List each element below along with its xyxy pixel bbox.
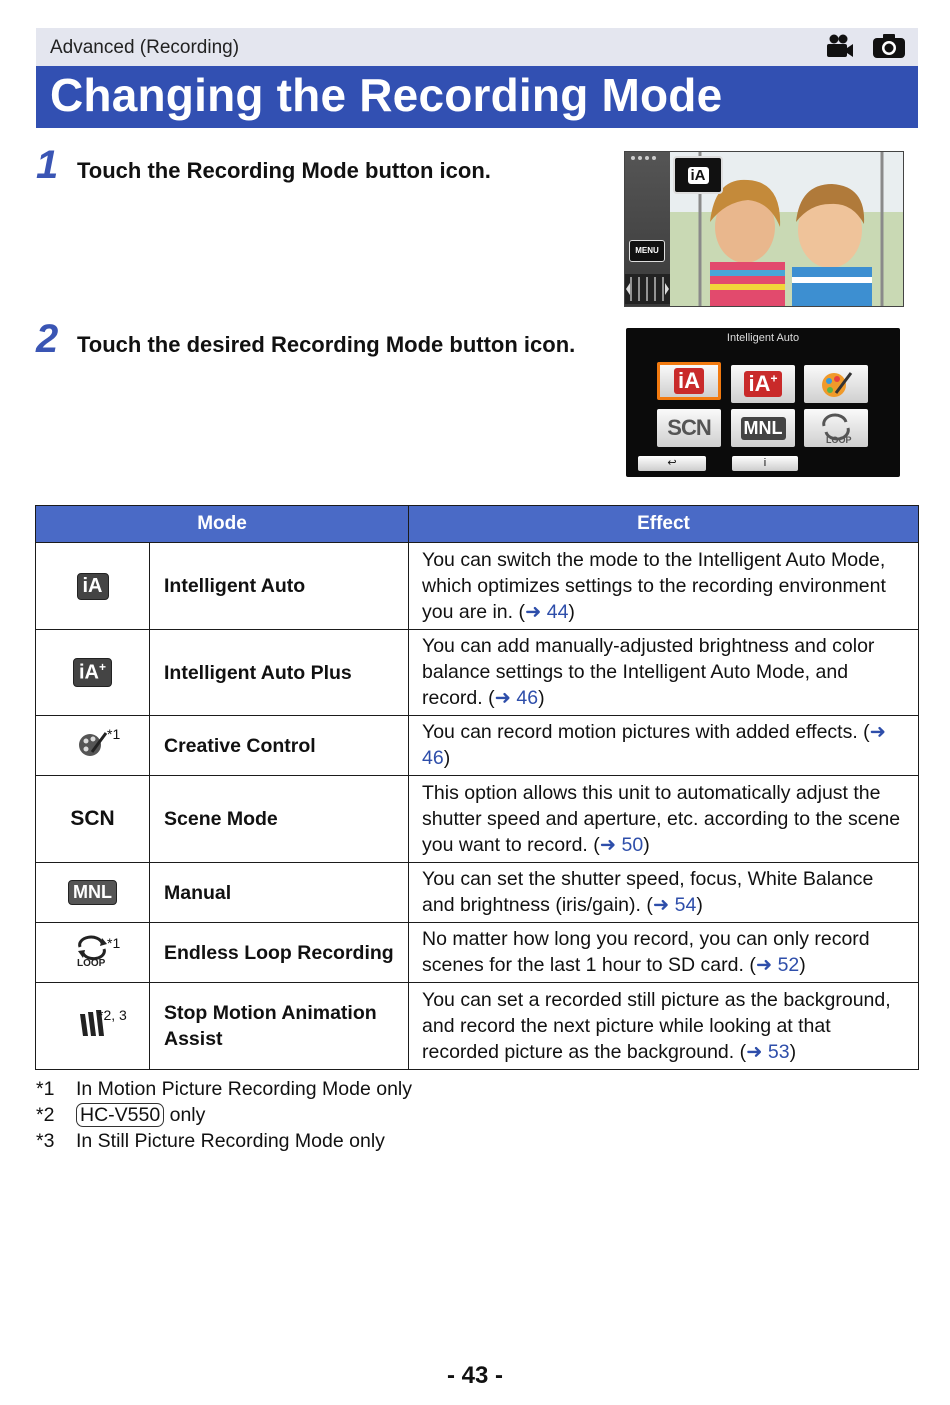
video-camera-icon xyxy=(824,33,854,59)
step-2-number: 2 xyxy=(36,317,59,361)
footnote xyxy=(36,1128,412,1154)
intelligent-auto-icon: iA xyxy=(36,543,150,630)
screen-side-panel xyxy=(625,152,670,306)
table-row xyxy=(36,923,919,983)
mode-effect: This option allows this unit to automatically adjust the shutter speed and aperture, etc. according to the scene you want to record. (➜ 50) xyxy=(409,776,919,863)
mode-effect: You can record motion pictures with added effects. (➜ 46) xyxy=(409,716,919,776)
recording-mode-button: iA xyxy=(673,156,723,194)
footnote-text: only xyxy=(164,1104,206,1126)
menu-caption: Intelligent Auto xyxy=(726,332,800,344)
step-1-text: Touch the Recording Mode button icon. xyxy=(77,158,491,183)
recording-mode-table xyxy=(35,505,919,1070)
page-ref-link[interactable]: ➜ 53 xyxy=(746,1040,790,1063)
table-row xyxy=(36,543,919,630)
mode-name: Intelligent Auto xyxy=(150,543,409,630)
back-button: ↩ xyxy=(638,456,706,471)
intelligent-auto-plus-icon: iA+ xyxy=(36,630,150,716)
footnote-mark: *1 xyxy=(36,1078,55,1100)
mode-header: Mode xyxy=(36,506,409,543)
footnote-mark: *3 xyxy=(36,1130,55,1152)
creative-tile xyxy=(804,365,868,403)
footnote-marker: *1 xyxy=(107,726,121,742)
footnote-marker: *2, 3 xyxy=(98,1007,127,1023)
section-header-bar xyxy=(36,28,918,66)
table-row xyxy=(36,630,919,716)
footnote-text: In Still Picture Recording Mode only xyxy=(76,1130,385,1152)
mode-icons xyxy=(824,33,906,59)
footnote xyxy=(36,1102,412,1128)
dots-icon xyxy=(630,155,664,161)
page-ref-link[interactable]: ➜ 46 xyxy=(422,721,887,769)
table-row xyxy=(36,863,919,923)
mode-name: Endless Loop Recording xyxy=(150,923,409,983)
mode-name: Intelligent Auto Plus xyxy=(150,630,409,716)
step-2-text: Touch the desired Recording Mode button icon. xyxy=(77,332,576,357)
scn-tile: SCN xyxy=(657,409,721,447)
table-row xyxy=(36,716,919,776)
ia-tile: iA xyxy=(657,362,721,400)
mode-name: Creative Control xyxy=(150,716,409,776)
mode-effect: You can switch the mode to the Intelligent Auto Mode, which optimizes settings to the recording environment you are in. (➜ 44) xyxy=(409,543,919,630)
mode-effect: You can set the shutter speed, focus, White Balance and brightness (iris/gain). (➜ 54) xyxy=(409,863,919,923)
info-button: i xyxy=(732,456,798,471)
page-ref-link[interactable]: ➜ 44 xyxy=(524,600,569,623)
page-ref-link[interactable]: ➜ 52 xyxy=(755,954,800,976)
mode-effect: You can set a recorded still picture as the background, and record the next picture while looking at that recorded picture as the background. (➜ 53) xyxy=(409,983,919,1070)
footnote-mark: *2 xyxy=(36,1104,55,1126)
still-camera-icon xyxy=(872,33,906,59)
stop-motion-icon xyxy=(36,983,150,1070)
ia-plus-tile: iA+ xyxy=(731,365,795,403)
table-row xyxy=(36,776,919,863)
footnote-marker: *1 xyxy=(107,935,121,951)
scene-mode-icon: SCN xyxy=(36,776,150,863)
page-number: - 43 - xyxy=(446,1362,503,1389)
screenshot-mode-menu xyxy=(626,328,900,477)
svg-text:LOOP: LOOP xyxy=(826,435,852,444)
page-ref-link[interactable]: ➜ 50 xyxy=(599,833,644,856)
title-bar xyxy=(36,66,918,128)
step-1-number: 1 xyxy=(36,143,59,187)
svg-text:LOOP: LOOP xyxy=(76,957,105,967)
mode-name: Stop Motion Animation Assist xyxy=(150,983,409,1070)
mode-effect: You can add manually-adjusted brightness and color balance settings to the Intelligent Auto Mode, and record. (➜ 46) xyxy=(409,630,919,716)
footnotes xyxy=(36,1076,412,1154)
creative-control-icon xyxy=(36,716,150,776)
mnl-tile: MNL xyxy=(731,409,795,447)
footnote-text: In Motion Picture Recording Mode only xyxy=(76,1078,413,1100)
screenshot-record-screen xyxy=(624,151,904,307)
mode-name: Manual xyxy=(150,863,409,923)
breadcrumb: Advanced (Recording) xyxy=(50,37,240,58)
page-ref-link[interactable]: ➜ 54 xyxy=(652,894,697,916)
mode-name: Scene Mode xyxy=(150,776,409,863)
page-title: Changing the Recording Mode xyxy=(50,69,723,121)
endless-loop-icon xyxy=(36,923,150,983)
mode-effect: No matter how long you record, you can only record scenes for the last 1 hour to SD card. (➜ 52) xyxy=(409,923,919,983)
menu-button: MENU xyxy=(629,240,665,262)
loop-tile xyxy=(804,409,868,447)
scroll-strip-icon xyxy=(625,274,670,304)
footnote xyxy=(36,1076,412,1102)
page-ref-link[interactable]: ➜ 46 xyxy=(494,687,539,709)
model-badge: HC-V550 xyxy=(76,1103,164,1127)
manual-icon: MNL xyxy=(36,863,150,923)
effect-header: Effect xyxy=(409,506,919,543)
table-row xyxy=(36,983,919,1070)
